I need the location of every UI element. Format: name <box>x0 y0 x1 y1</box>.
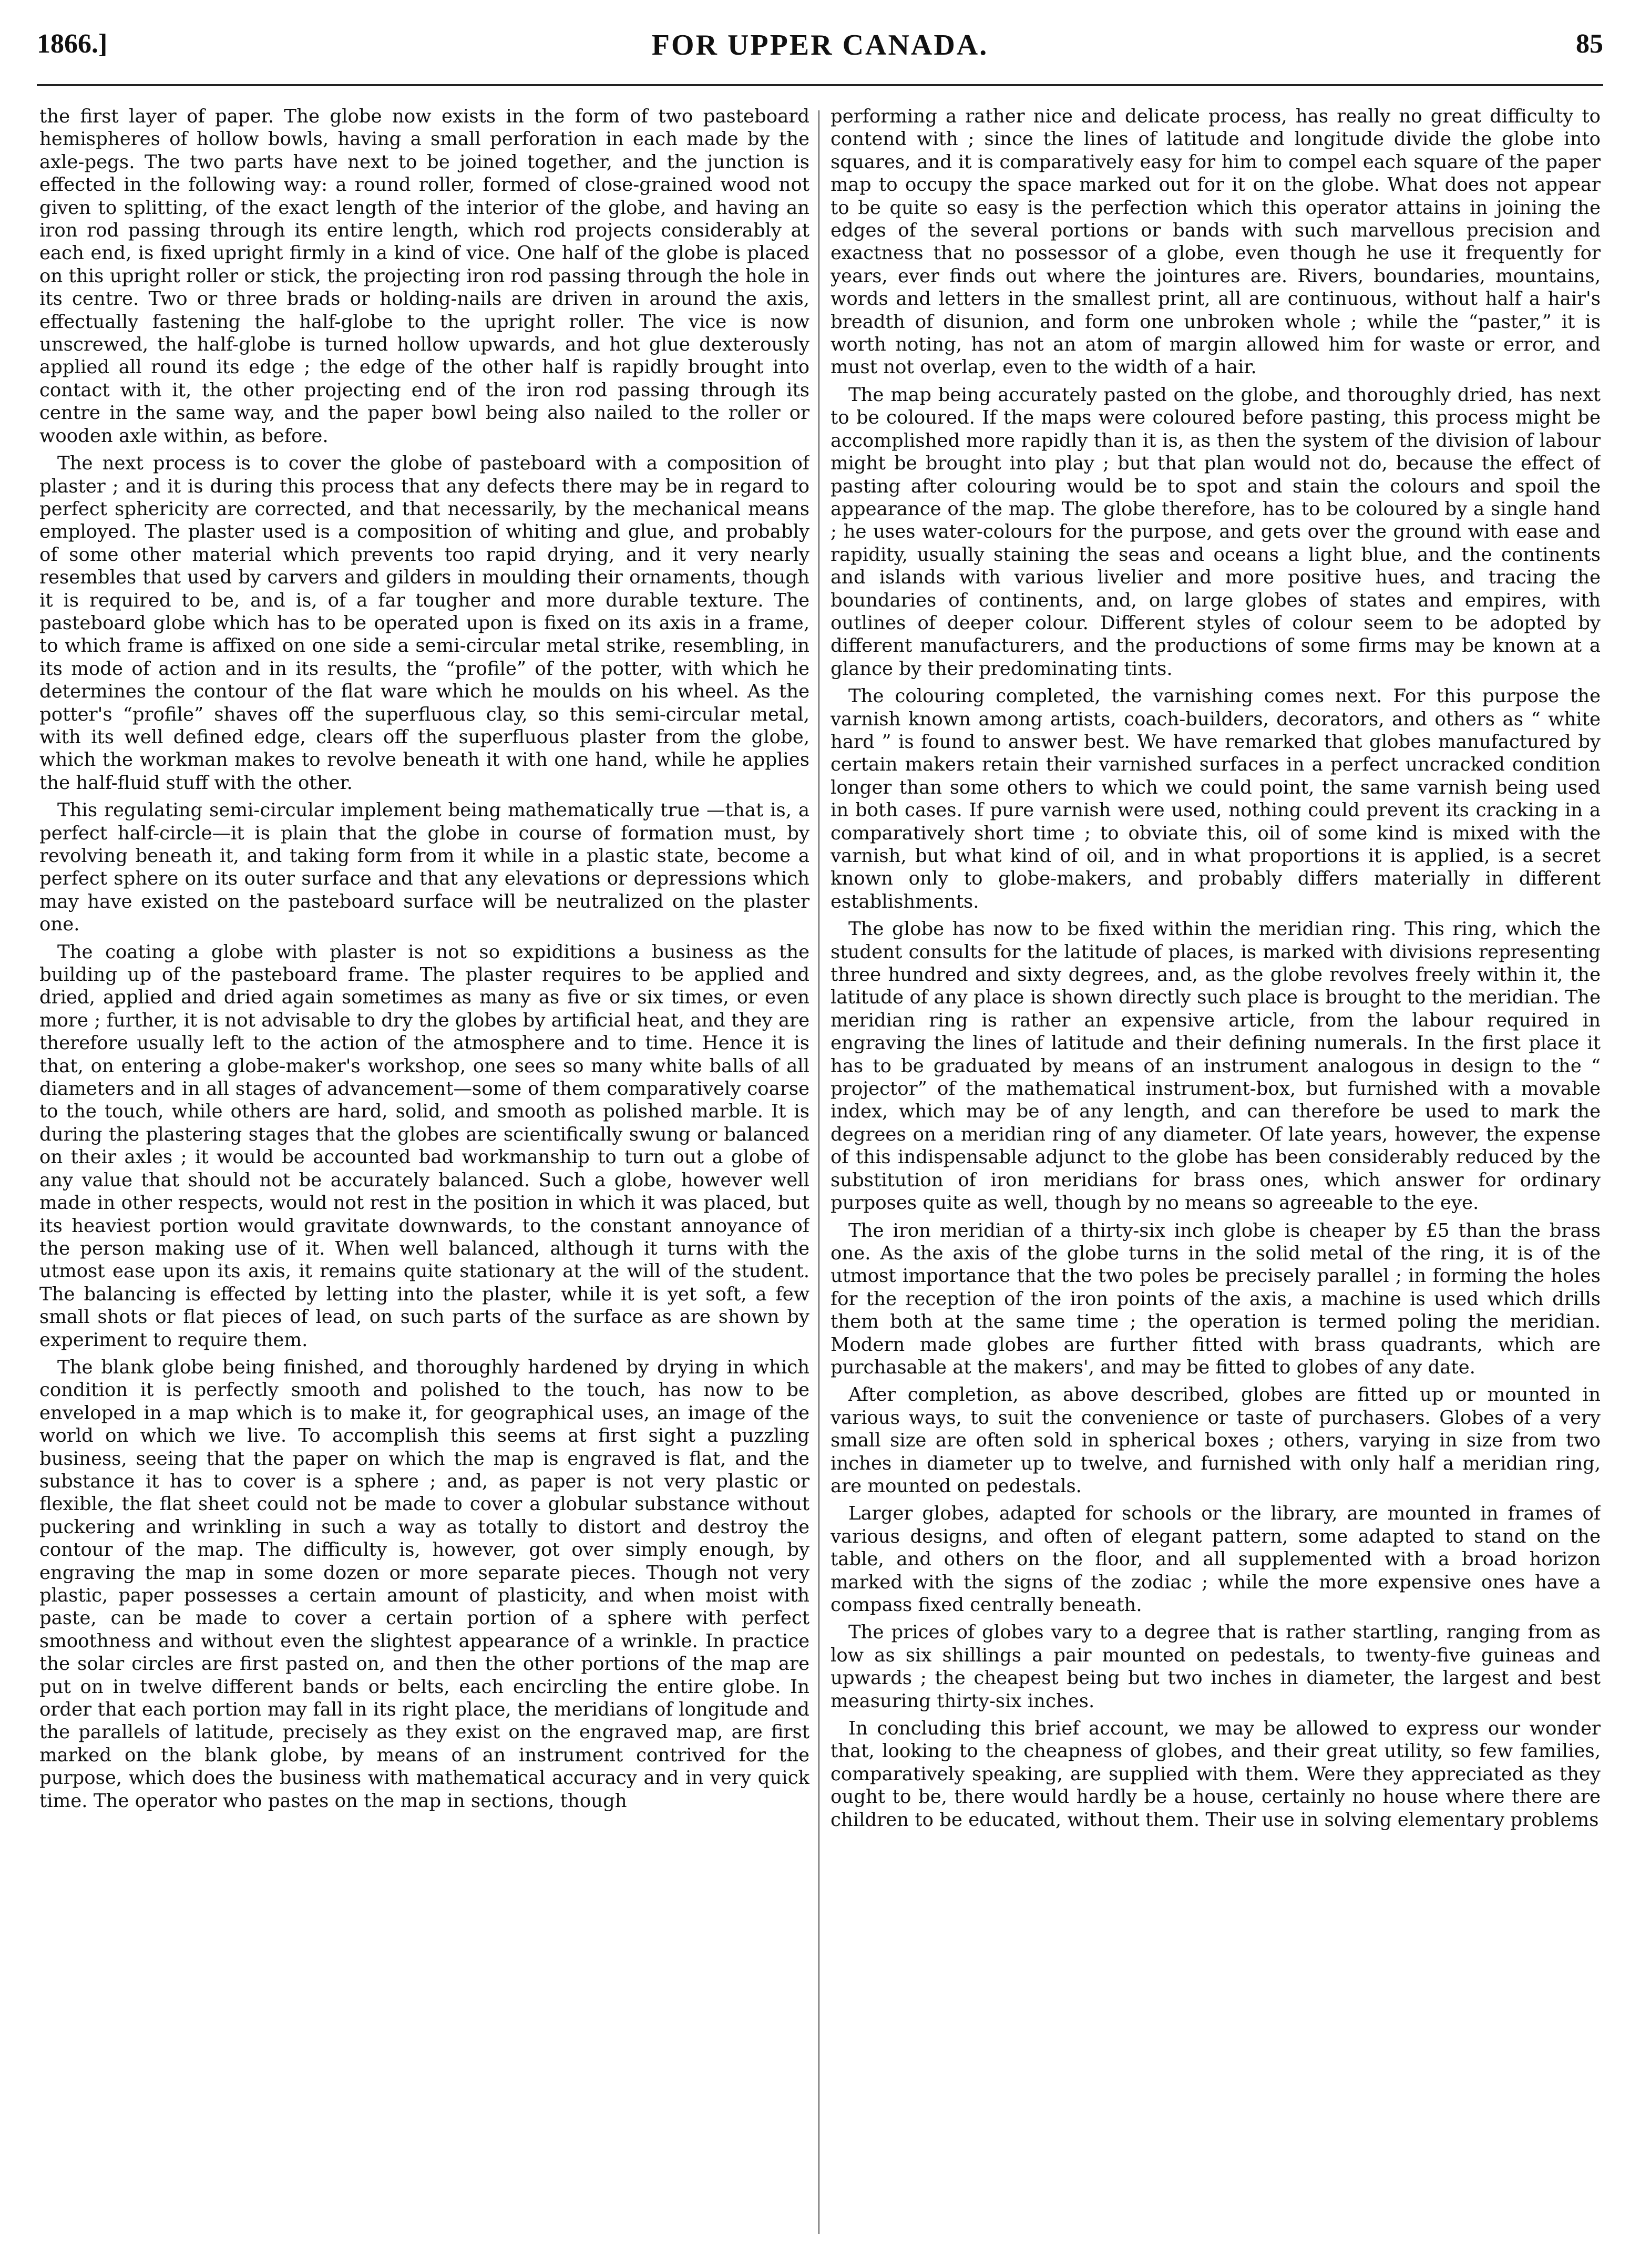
paragraph: The iron meridian of a thirty-six inch globe is cheaper by £5 than the brass one. As the axis of the globe turns in the solid metal of the ring, it is of the utmost importance that the two poles be precisely parallel ; in forming the holes for the reception of the iron points of the axis, a machine is used which drills them both at the same time ; the operation is termed poling the meridian. Modern made globes are further fitted with brass quadrants, which are purchasable at the makers', and may be fitted to globes of any date. <box>831 1219 1601 1378</box>
paragraph: The next process is to cover the globe of pasteboard with a composition of plaster ; and it is during this process that any defects there may be in regard to perfect sphericity are corrected, and that necessarily, by the mechanical means employed. The plaster used is a composition of whiting and glue, and probably of some other material which prevents too rapid drying, and it very nearly resembles that used by carvers and gilders in moulding their ornaments, though it is required to be, and is, of a far tougher and more durable texture. The pasteboard globe which has to be operated upon is fixed on its axis in a frame, to which frame is affixed on one side a semi-circular metal strike, resembling, in its mode of action and in its results, the “profile” of the potter, with which he determines the contour of the flat ware which he moulds on his wheel. As the potter's “profile” shaves off the superfluous clay, so this semi-circular metal, with its well defined edge, clears off the superfluous plaster from the globe, which the workman makes to revolve beneath it with one hand, while he applies the half-fluid stuff with the other. <box>39 453 809 794</box>
paragraph: In concluding this brief account, we may be allowed to express our wonder that, looking to the cheapness of globes, and their great utility, so few families, comparatively speaking, are supplied with them. Were they appreciated as they ought to be, there would hardly be a house, certainly no house where there are children to be educated, without them. Their use in solving elementary problems <box>831 1718 1601 1831</box>
paragraph: The colouring completed, the varnishing comes next. For this purpose the varnish known among artists, coach-builders, decorators, and others as “ white hard ” is found to answer best. We have remarked that globes manufactured by certain makers retain their varnished surfaces in a perfect uncracked condition longer than some others to which we could point, the same varnish being used in both cases. If pure varnish were used, nothing could prevent its cracking in a comparatively short time ; to obviate this, oil of some kind is mixed with the varnish, but what kind of oil, and in what proportions it is applied, is a secret known only to globe-makers, and probably differs materially in different establishments. <box>831 685 1601 912</box>
paragraph: the first layer of paper. The globe now exists in the form of two pasteboard hemispheres of hollow bowls, having a small perforation in each made by the axle-pegs. The two parts have next to be joined together, and the junction is effected in the following way: a round roller, formed of close-grained wood not given to splitting, of the exact length of the interior of the globe, and having an iron rod passing through its entire length, which rod projects considerably at each end, is fixed upright firmly in a kind of vice. One half of the globe is placed on this upright roller or stick, the projecting iron rod passing through the hole in its centre. Two or three brads or holding-nails are driven in around the axis, effectually fastening the half-globe to the upright roller. The vice is now unscrewed, the half-globe is turned hollow upwards, and hot glue dexterously applied all round its edge ; the edge of the other half is rapidly brought into contact with it, the other projecting end of the iron rod passing through its centre in the same way, and the paper bowl being also nailed to the roller or wooden axle within, as before. <box>39 106 809 447</box>
page-number: 85 <box>1576 29 1603 59</box>
running-title: FOR UPPER CANADA. <box>651 29 989 61</box>
paragraph: The globe has now to be fixed within the meridian ring. This ring, which the student consults for the latitude of places, is marked with divisions representing three hundred and sixty degrees, and, as the globe revolves freely within it, the latitude of any place is shown directly such place is brought to the meridian. The meridian ring is rather an expensive article, from the labour required in engraving the lines of latitude and their defining numerals. In the first place it has to be graduated by means of an instrument analogous in design to the “ projector” of the mathematical instrument-box, but furnished with a movable index, which may be of any length, and can therefore be used to mark the degrees on a meridian ring of any diameter. Of late years, however, the expense of this indispensable adjunct to the globe has been considerably reduced by the substitution of iron meridians for brass ones, which answer for ordinary purposes quite as well, though by no means so agreeable to the eye. <box>831 918 1601 1214</box>
paragraph: The coating a globe with plaster is not so expiditions a business as the building up of the pasteboard frame. The plaster requires to be applied and dried, applied and dried again sometimes as many as five or six times, or even more ; further, it is not advisable to dry the globes by artificial heat, and they are therefore usually left to the action of the atmosphere and to time. Hence it is that, on entering a globe-maker's workshop, one sees so many white balls of all diameters and in all stages of advancement—some of them comparatively coarse to the touch, while others are hard, solid, and smooth as polished marble. It is during the plastering stages that the globes are scientifically swung or balanced on their axles ; it would be accounted bad workmanship to turn out a globe of any value that should not be accurately balanced. Such a globe, however well made in other respects, would not rest in the position in which it was placed, but its heaviest portion would gravitate downwards, to the constant annoyance of the person making use of it. When well balanced, although it turns with the utmost ease upon its axis, it remains quite stationary at the will of the student. The balancing is effected by letting into the plaster, while it is yet soft, a few small shots or flat pieces of lead, on such parts of the surface as are shown by experiment to require them. <box>39 941 809 1351</box>
right-column <box>831 105 1601 2239</box>
page-header <box>37 21 1603 86</box>
paragraph: The map being accurately pasted on the globe, and thoroughly dried, has next to be coloured. If the maps were coloured before pasting, this process might be accomplished more rapidly than it is, as then the system of the division of labour might be brought into play ; but that plan would not do, because the effect of pasting after colouring would be to spot and stain the colours and spoil the appearance of the map. The globe therefore, has to be coloured by a single hand ; he uses water-colours for the purpose, and gets over the ground with ease and rapidity, usually staining the seas and oceans a light blue, and the continents and islands with various livelier and more positive hues, and tracing the boundaries of continents, and, on large globes of states and empires, with outlines of deeper colour. Different styles of colour seem to be adopted by different manufacturers, and the productions of some firms may be known at a glance by their predominating tints. <box>831 384 1601 680</box>
paragraph: The blank globe being finished, and thoroughly hardened by drying in which condition it is perfectly smooth and polished to the touch, has now to be enveloped in a map which is to make it, for geographical uses, an image of the world on which we live. To accomplish this seems at first sight a puzzling business, seeing that the paper on which the map is engraved is flat, and the substance it has to cover is a sphere ; and, as paper is not very plastic or flexible, the flat sheet could not be made to cover a globular substance without puckering and wrinkling in such a way as totally to distort and destroy the contour of the map. The difficulty is, however, got over simply enough, by engraving the map in some dozen or more separate pieces. Though not very plastic, paper possesses a certain amount of plasticity, and when moist with paste, can be made to cover a certain portion of a sphere with perfect smoothness and without even the slightest appearance of a wrinkle. In practice the solar circles are first pasted on, and then the other portions of the map are put on in twelve different bands or belts, each encircling the entire globe. In order that each portion may fall in its right place, the meridians of longitude and the parallels of latitude, precisely as they exist on the engraved map, are first marked on the blank globe, by means of an instrument contrived for the purpose, which does the business with mathematical accuracy and in very quick time. The operator who pastes on the map in sections, though <box>39 1356 809 1812</box>
paragraph: performing a rather nice and delicate process, has really no great difficulty to contend with ; since the lines of latitude and longitude divide the globe into squares, and it is comparatively easy for him to compel each square of the paper map to occupy the space marked out for it on the globe. What does not appear to be quite so easy is the perfection which this operator attains in joining the edges of the several portions or bands with such marvellous precision and exactness that no possessor of a globe, even though he use it frequently for years, ever finds out where the jointures are. Rivers, boundaries, mountains, words and letters in the smallest print, all are continuous, without half a hair's breadth of disunion, and form one unbroken whole ; while the “paster,” it is worth noting, has not an atom of margin allowed him for waste or error, and must not overlap, even to the width of a hair. <box>831 106 1601 378</box>
paragraph: Larger globes, adapted for schools or the library, are mounted in frames of various designs, and often of elegant pattern, some adapted to stand on the table, and others on the floor, and all supplemented with a broad horizon marked with the signs of the zodiac ; while the more expensive ones have a compass fixed centrally beneath. <box>831 1503 1601 1616</box>
paragraph: This regulating semi-circular implement being mathematically true —that is, a perfect half-circle—it is plain that the globe in course of formation must, by revolving beneath it, and taking form from it while in a plastic state, become a perfect sphere on its outer surface and that any elevations or depressions which may have existed on the pasteboard surface will be neutralized on the plaster one. <box>39 799 809 936</box>
column-divider <box>818 110 819 2234</box>
left-column <box>39 105 809 2239</box>
paragraph: After completion, as above described, globes are fitted up or mounted in various ways, to suit the convenience or taste of purchasers. Globes of a very small size are often sold in spherical boxes ; others, varying in size from two inches in diameter up to twelve, and furnished with only half a meridian ring, are mounted on pedestals. <box>831 1384 1601 1497</box>
paragraph: The prices of globes vary to a degree that is rather startling, ranging from as low as six shillings a pair mounted on pedestals, to twenty-five guineas and upwards ; the cheapest being but two inches in diameter, the largest and best measuring thirty-six inches. <box>831 1622 1601 1712</box>
header-year: 1866.] <box>37 29 108 59</box>
